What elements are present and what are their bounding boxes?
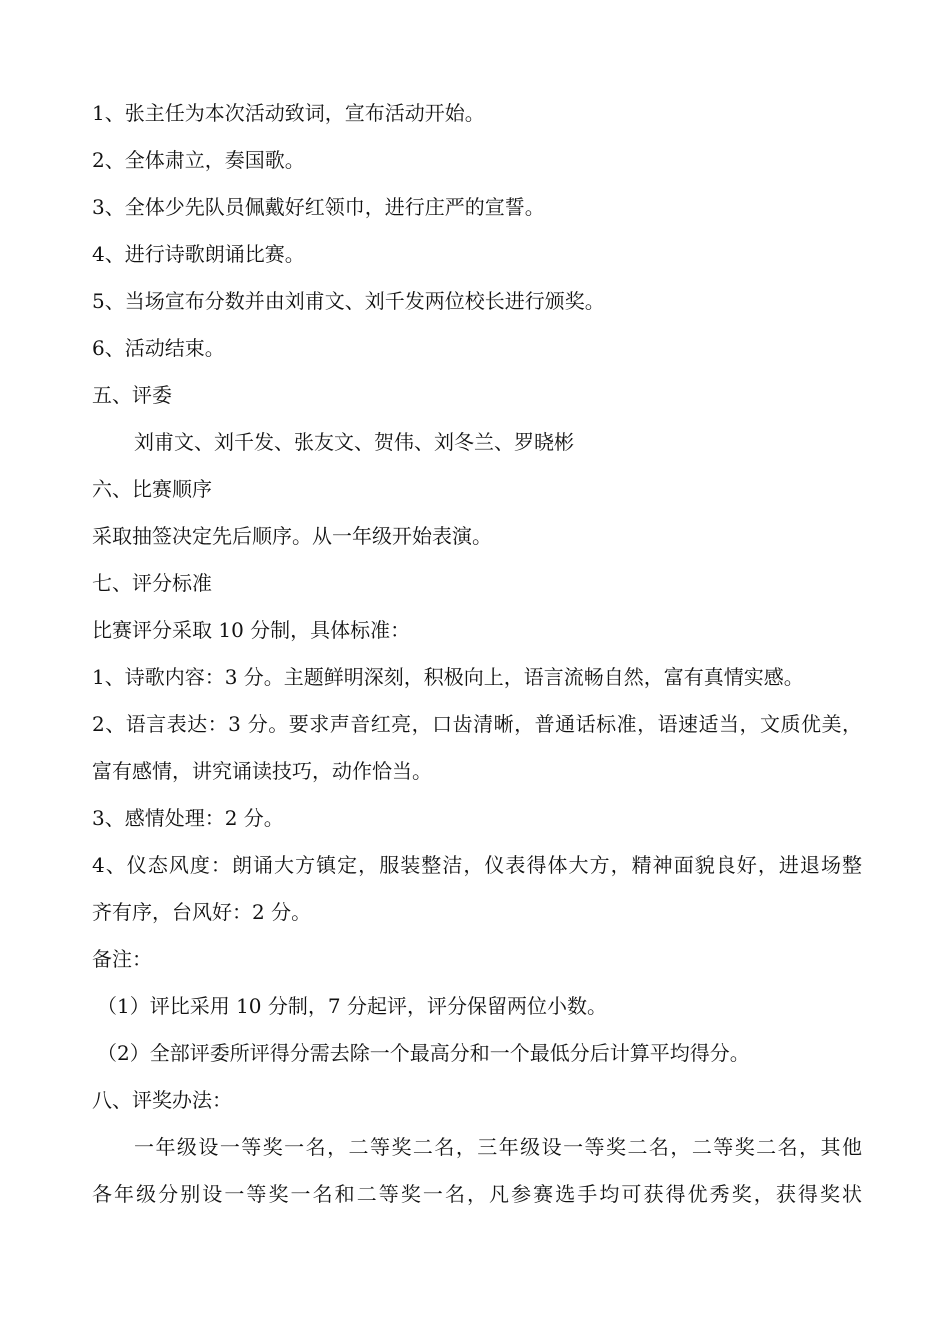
program-step-5: 5、当场宣布分数并由刘甫文、刘千发两位校长进行颁奖。 (92, 289, 605, 313)
scoring-item-4: 4、仪态风度：朗诵大方镇定，服装整洁，仪表得体大方，精神面貌良好，进退场整 (92, 853, 862, 877)
scoring-item-2-continued: 富有感情，讲究诵读技巧，动作恰当。 (92, 759, 432, 783)
scoring-item-1: 1、诗歌内容：3 分。主题鲜明深刻，积极向上，语言流畅自然，富有真情实感。 (92, 665, 804, 689)
section-heading-judges: 五、评委 (92, 383, 172, 407)
awards-text: 一年级设一等奖一名，二等奖二名，三年级设一等奖二名，二等奖二名，其他 (134, 1135, 862, 1159)
program-step-3: 3、全体少先队员佩戴好红领巾，进行庄严的宣誓。 (92, 195, 545, 219)
order-text: 采取抽签决定先后顺序。从一年级开始表演。 (92, 524, 492, 548)
scoring-item-4-continued: 齐有序，台风好：2 分。 (92, 900, 312, 924)
scoring-intro: 比赛评分采取 10 分制，具体标准： (92, 618, 411, 642)
section-heading-scoring: 七、评分标准 (92, 571, 212, 595)
section-heading-order: 六、比赛顺序 (92, 477, 212, 501)
judges-list: 刘甫文、刘千发、张友文、贺伟、刘冬兰、罗晓彬 (134, 430, 574, 454)
remark-1: （1）评比采用 10 分制，7 分起评，评分保留两位小数。 (97, 994, 607, 1018)
program-step-2: 2、全体肃立，奏国歌。 (92, 148, 305, 172)
program-step-6: 6、活动结束。 (92, 336, 225, 360)
scoring-item-3: 3、感情处理：2 分。 (92, 806, 284, 830)
program-step-4: 4、进行诗歌朗诵比赛。 (92, 242, 305, 266)
awards-text-continued: 各年级分别设一等奖一名和二等奖一名，凡参赛选手均可获得优秀奖，获得奖状 (92, 1182, 862, 1206)
remark-2: （2）全部评委所评得分需去除一个最高分和一个最低分后计算平均得分。 (97, 1041, 750, 1065)
scoring-item-2: 2、语言表达：3 分。要求声音红亮，口齿清晰，普通话标准，语速适当，文质优美， (92, 712, 862, 736)
remarks-heading: 备注： (92, 947, 152, 971)
program-step-1: 1、张主任为本次活动致词，宣布活动开始。 (92, 101, 485, 125)
section-heading-awards: 八、评奖办法： (92, 1088, 232, 1112)
